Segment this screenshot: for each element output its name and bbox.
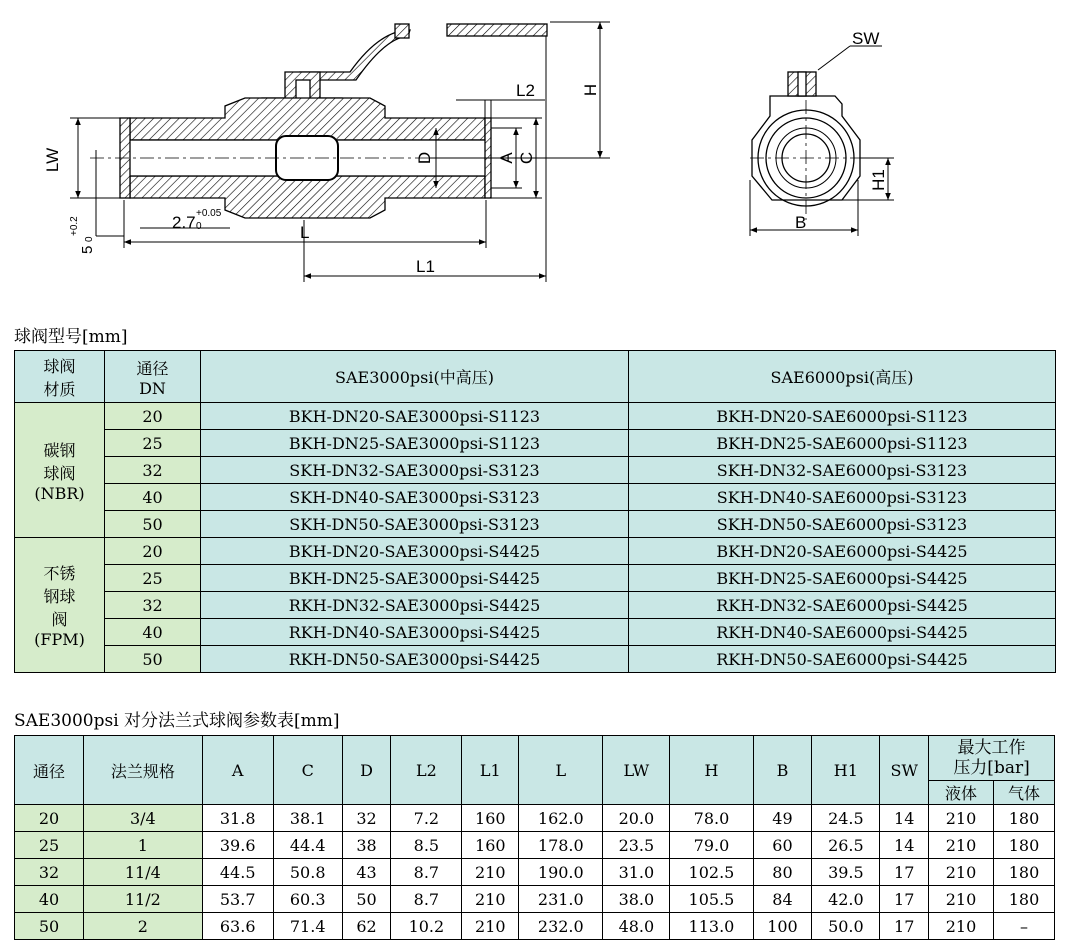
table-row [15,592,1056,619]
cell-b: 49 [753,805,812,832]
table-row [15,430,1056,457]
param-table-caption: SAE3000psi 对分法兰式球阀参数表[mm] [14,711,340,731]
cell-b: 84 [753,886,812,913]
cell-l1: 160 [462,805,519,832]
valve-front-view [750,72,864,220]
cell-sw: 17 [880,859,929,886]
dn-cell: 32 [105,457,201,484]
header-h: H [670,736,753,805]
header-l: L [519,736,603,805]
cell-l2: 8.7 [391,886,462,913]
model-cell: SKH-DN40-SAE3000psi-S3123 [201,484,629,511]
model-cell: RKH-DN50-SAE6000psi-S4425 [629,646,1056,673]
material-stainless-steel: 不锈 钢球 阀 (FPM) [15,538,105,673]
dn-cell: 25 [105,565,201,592]
cell-flange: 11/2 [83,886,202,913]
cell-h: 79.0 [670,832,753,859]
cell-l2: 8.5 [391,832,462,859]
model-cell: RKH-DN40-SAE3000psi-S4425 [201,619,629,646]
cell-liquid: 210 [929,859,994,886]
label-5: 5 [79,245,96,254]
cell-gas: 180 [993,832,1054,859]
cell-l: 231.0 [519,886,603,913]
cell-sw: 17 [880,913,929,940]
cell-sw: 14 [880,832,929,859]
cell-l2: 7.2 [391,805,462,832]
header-sae3000: SAE3000psi(中高压) [201,351,629,403]
cell-h: 113.0 [670,913,753,940]
cell-gas: – [993,913,1054,940]
header-material: 球阀 材质 [15,351,105,403]
label-5-lower: 0 [84,236,95,242]
header-dn: 通径 DN [105,351,201,403]
cell-h1: 24.5 [812,805,880,832]
cell-l: 178.0 [519,832,603,859]
model-cell: BKH-DN25-SAE6000psi-S1123 [629,430,1056,457]
model-table-header-row [15,351,1056,403]
cell-l1: 210 [462,859,519,886]
valve-section-view [90,24,547,218]
cell-c: 60.3 [273,886,342,913]
cell-dn: 25 [15,832,84,859]
cell-h1: 39.5 [812,859,880,886]
header-gas: 气体 [993,781,1054,805]
header-l1: L1 [462,736,519,805]
cell-l1: 210 [462,913,519,940]
header-pressure: 最大工作 压力[bar] [929,736,1055,781]
model-cell: RKH-DN32-SAE6000psi-S4425 [629,592,1056,619]
cell-lw: 48.0 [603,913,670,940]
cell-liquid: 210 [929,913,994,940]
cell-sw: 17 [880,886,929,913]
label-l2: L2 [516,81,535,100]
dn-cell: 32 [105,592,201,619]
label-5-upper: +0.2 [69,216,80,236]
cell-c: 38.1 [273,805,342,832]
cell-lw: 20.0 [603,805,670,832]
cell-h: 102.5 [670,859,753,886]
model-table [14,350,1056,673]
model-cell: RKH-DN40-SAE6000psi-S4425 [629,619,1056,646]
model-cell: RKH-DN32-SAE3000psi-S4425 [201,592,629,619]
cell-h: 78.0 [670,805,753,832]
cell-c: 44.4 [273,832,342,859]
label-a: A [497,152,516,164]
cell-l1: 160 [462,832,519,859]
header-dn: 通径 [15,736,84,805]
cell-lw: 38.0 [603,886,670,913]
cell-c: 50.8 [273,859,342,886]
label-lw: LW [43,147,62,173]
table-row [15,511,1056,538]
header-h1: H1 [812,736,880,805]
header-c: C [273,736,342,805]
cell-a: 63.6 [202,913,273,940]
model-cell: SKH-DN50-SAE3000psi-S3123 [201,511,629,538]
material-carbon-steel: 碳钢 球阀 (NBR) [15,403,105,538]
label-d: D [415,151,434,165]
model-cell: SKH-DN32-SAE6000psi-S3123 [629,457,1056,484]
label-c: C [517,151,536,165]
model-cell: BKH-DN20-SAE6000psi-S4425 [629,538,1056,565]
cell-flange: 2 [83,913,202,940]
cell-l2: 10.2 [391,913,462,940]
cell-h1: 26.5 [812,832,880,859]
table-row [15,805,1055,832]
cell-l1: 210 [462,886,519,913]
cell-liquid: 210 [929,805,994,832]
label-2-7-lower: 0 [196,221,202,232]
header-flange: 法兰规格 [83,736,202,805]
cell-d: 38 [342,832,391,859]
table-row [15,859,1055,886]
table-row [15,619,1056,646]
cell-a: 44.5 [202,859,273,886]
param-header-row [15,736,1055,781]
cell-liquid: 210 [929,886,994,913]
cell-dn: 32 [15,859,84,886]
cell-flange: 11/4 [83,859,202,886]
label-2-7-upper: +0.05 [196,208,222,219]
model-cell: SKH-DN32-SAE3000psi-S3123 [201,457,629,484]
dn-cell: 40 [105,484,201,511]
table-row [15,403,1056,430]
cell-flange: 3/4 [83,805,202,832]
cell-liquid: 210 [929,832,994,859]
label-h1: H1 [869,169,888,191]
model-cell: SKH-DN40-SAE6000psi-S3123 [629,484,1056,511]
cell-lw: 31.0 [603,859,670,886]
model-cell: BKH-DN20-SAE6000psi-S1123 [629,403,1056,430]
cell-d: 43 [342,859,391,886]
label-2-7: 2.7 [172,213,196,232]
dn-cell: 20 [105,538,201,565]
header-d: D [342,736,391,805]
cell-d: 50 [342,886,391,913]
model-cell: BKH-DN25-SAE6000psi-S4425 [629,565,1056,592]
cell-gas: 180 [993,805,1054,832]
cell-flange: 1 [83,832,202,859]
cell-sw: 14 [880,805,929,832]
cell-d: 32 [342,805,391,832]
cell-b: 80 [753,859,812,886]
label-l: L [300,223,310,242]
table-row [15,646,1056,673]
model-cell: RKH-DN50-SAE3000psi-S4425 [201,646,629,673]
table-row [15,457,1056,484]
cell-h: 105.5 [670,886,753,913]
header-b: B [753,736,812,805]
cell-h1: 42.0 [812,886,880,913]
dn-cell: 25 [105,430,201,457]
table-row [15,484,1056,511]
cell-a: 53.7 [202,886,273,913]
dn-cell: 40 [105,619,201,646]
model-cell: BKH-DN20-SAE3000psi-S4425 [201,538,629,565]
table-row [15,886,1055,913]
dn-cell: 50 [105,511,201,538]
table-row [15,913,1055,940]
label-l1: L1 [416,257,435,276]
model-table-caption: 球阀型号[mm] [14,327,128,347]
dn-cell: 20 [105,403,201,430]
cell-d: 62 [342,913,391,940]
cell-dn: 40 [15,886,84,913]
model-cell: BKH-DN25-SAE3000psi-S4425 [201,565,629,592]
cell-a: 31.8 [202,805,273,832]
cell-gas: 180 [993,859,1054,886]
cell-lw: 23.5 [603,832,670,859]
table-row [15,538,1056,565]
label-b: B [795,213,807,232]
cell-c: 71.4 [273,913,342,940]
cell-dn: 50 [15,913,84,940]
header-l2: L2 [391,736,462,805]
cell-b: 60 [753,832,812,859]
cell-h1: 50.0 [812,913,880,940]
technical-drawing [0,0,1067,300]
cell-gas: 180 [993,886,1054,913]
cell-a: 39.6 [202,832,273,859]
header-lw: LW [603,736,670,805]
model-cell: BKH-DN20-SAE3000psi-S1123 [201,403,629,430]
header-liquid: 液体 [929,781,994,805]
label-h: H [581,83,600,97]
model-cell: BKH-DN25-SAE3000psi-S1123 [201,430,629,457]
cell-dn: 20 [15,805,84,832]
model-cell: SKH-DN50-SAE6000psi-S3123 [629,511,1056,538]
table-row [15,832,1055,859]
header-a: A [202,736,273,805]
dn-cell: 50 [105,646,201,673]
cell-l2: 8.7 [391,859,462,886]
header-sw: SW [880,736,929,805]
cell-b: 100 [753,913,812,940]
cell-l: 190.0 [519,859,603,886]
label-sw: SW [852,29,880,48]
cell-l: 162.0 [519,805,603,832]
header-sae6000: SAE6000psi(高压) [629,351,1056,403]
cell-l: 232.0 [519,913,603,940]
table-row [15,565,1056,592]
param-table [14,735,1055,940]
